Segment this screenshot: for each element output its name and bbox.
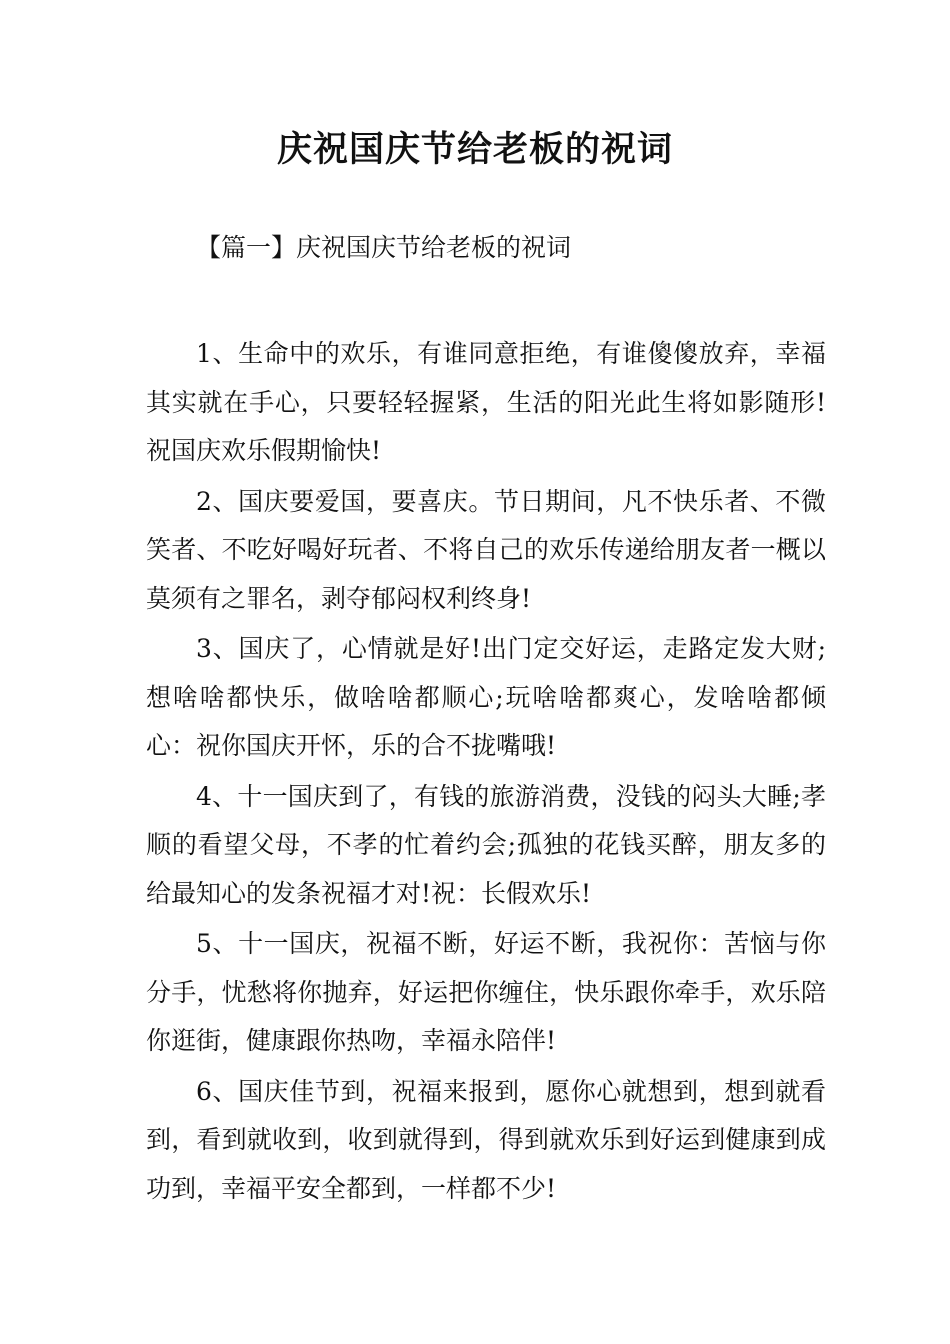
paragraph-6: 6、国庆佳节到，祝福来报到，愿你心就想到，想到就看到，看到就收到，收到就得到，得到就欢乐到好运到健康到成功到，幸福平安全都到，一样都不少! <box>146 1076 826 1203</box>
paragraph-4: 4、十一国庆到了，有钱的旅游消费，没钱的闷头大睡;孝顺的看望父母，不孝的忙着约会;孤独的花钱买醉，朋友多的给最知心的发条祝福才对!祝：长假欢乐! <box>146 781 826 908</box>
document-body <box>146 330 826 1215</box>
section-heading: 【篇一】庆祝国庆节给老板的祝词 <box>196 233 572 262</box>
paragraph-3: 3、国庆了，心情就是好!出门定交好运，走路定发大财;想啥啥都快乐，做啥啥都顺心;玩啥啥都爽心，发啥啥都倾心：祝你国庆开怀，乐的合不拢嘴哦! <box>146 634 826 760</box>
paragraph-5: 5、十一国庆，祝福不断，好运不断，我祝你：苦恼与你分手，忧愁将你抛弃，好运把你缠住，快乐跟你牵手，欢乐陪你逛街，健康跟你热吻，幸福永陪伴! <box>146 929 826 1055</box>
paragraph-2: 2、国庆要爱国，要喜庆。节日期间，凡不快乐者、不微笑者、不吃好喝好玩者、不将自己的欢乐传递给朋友者一概以莫须有之罪名，剥夺郁闷权利终身! <box>146 486 826 613</box>
paragraph-1: 1、生命中的欢乐，有谁同意拒绝，有谁傻傻放弃，幸福其实就在手心，只要轻轻握紧，生活的阳光此生将如影随形!祝国庆欢乐假期愉快! <box>146 339 826 465</box>
document-title: 庆祝国庆节给老板的祝词 <box>276 130 673 170</box>
